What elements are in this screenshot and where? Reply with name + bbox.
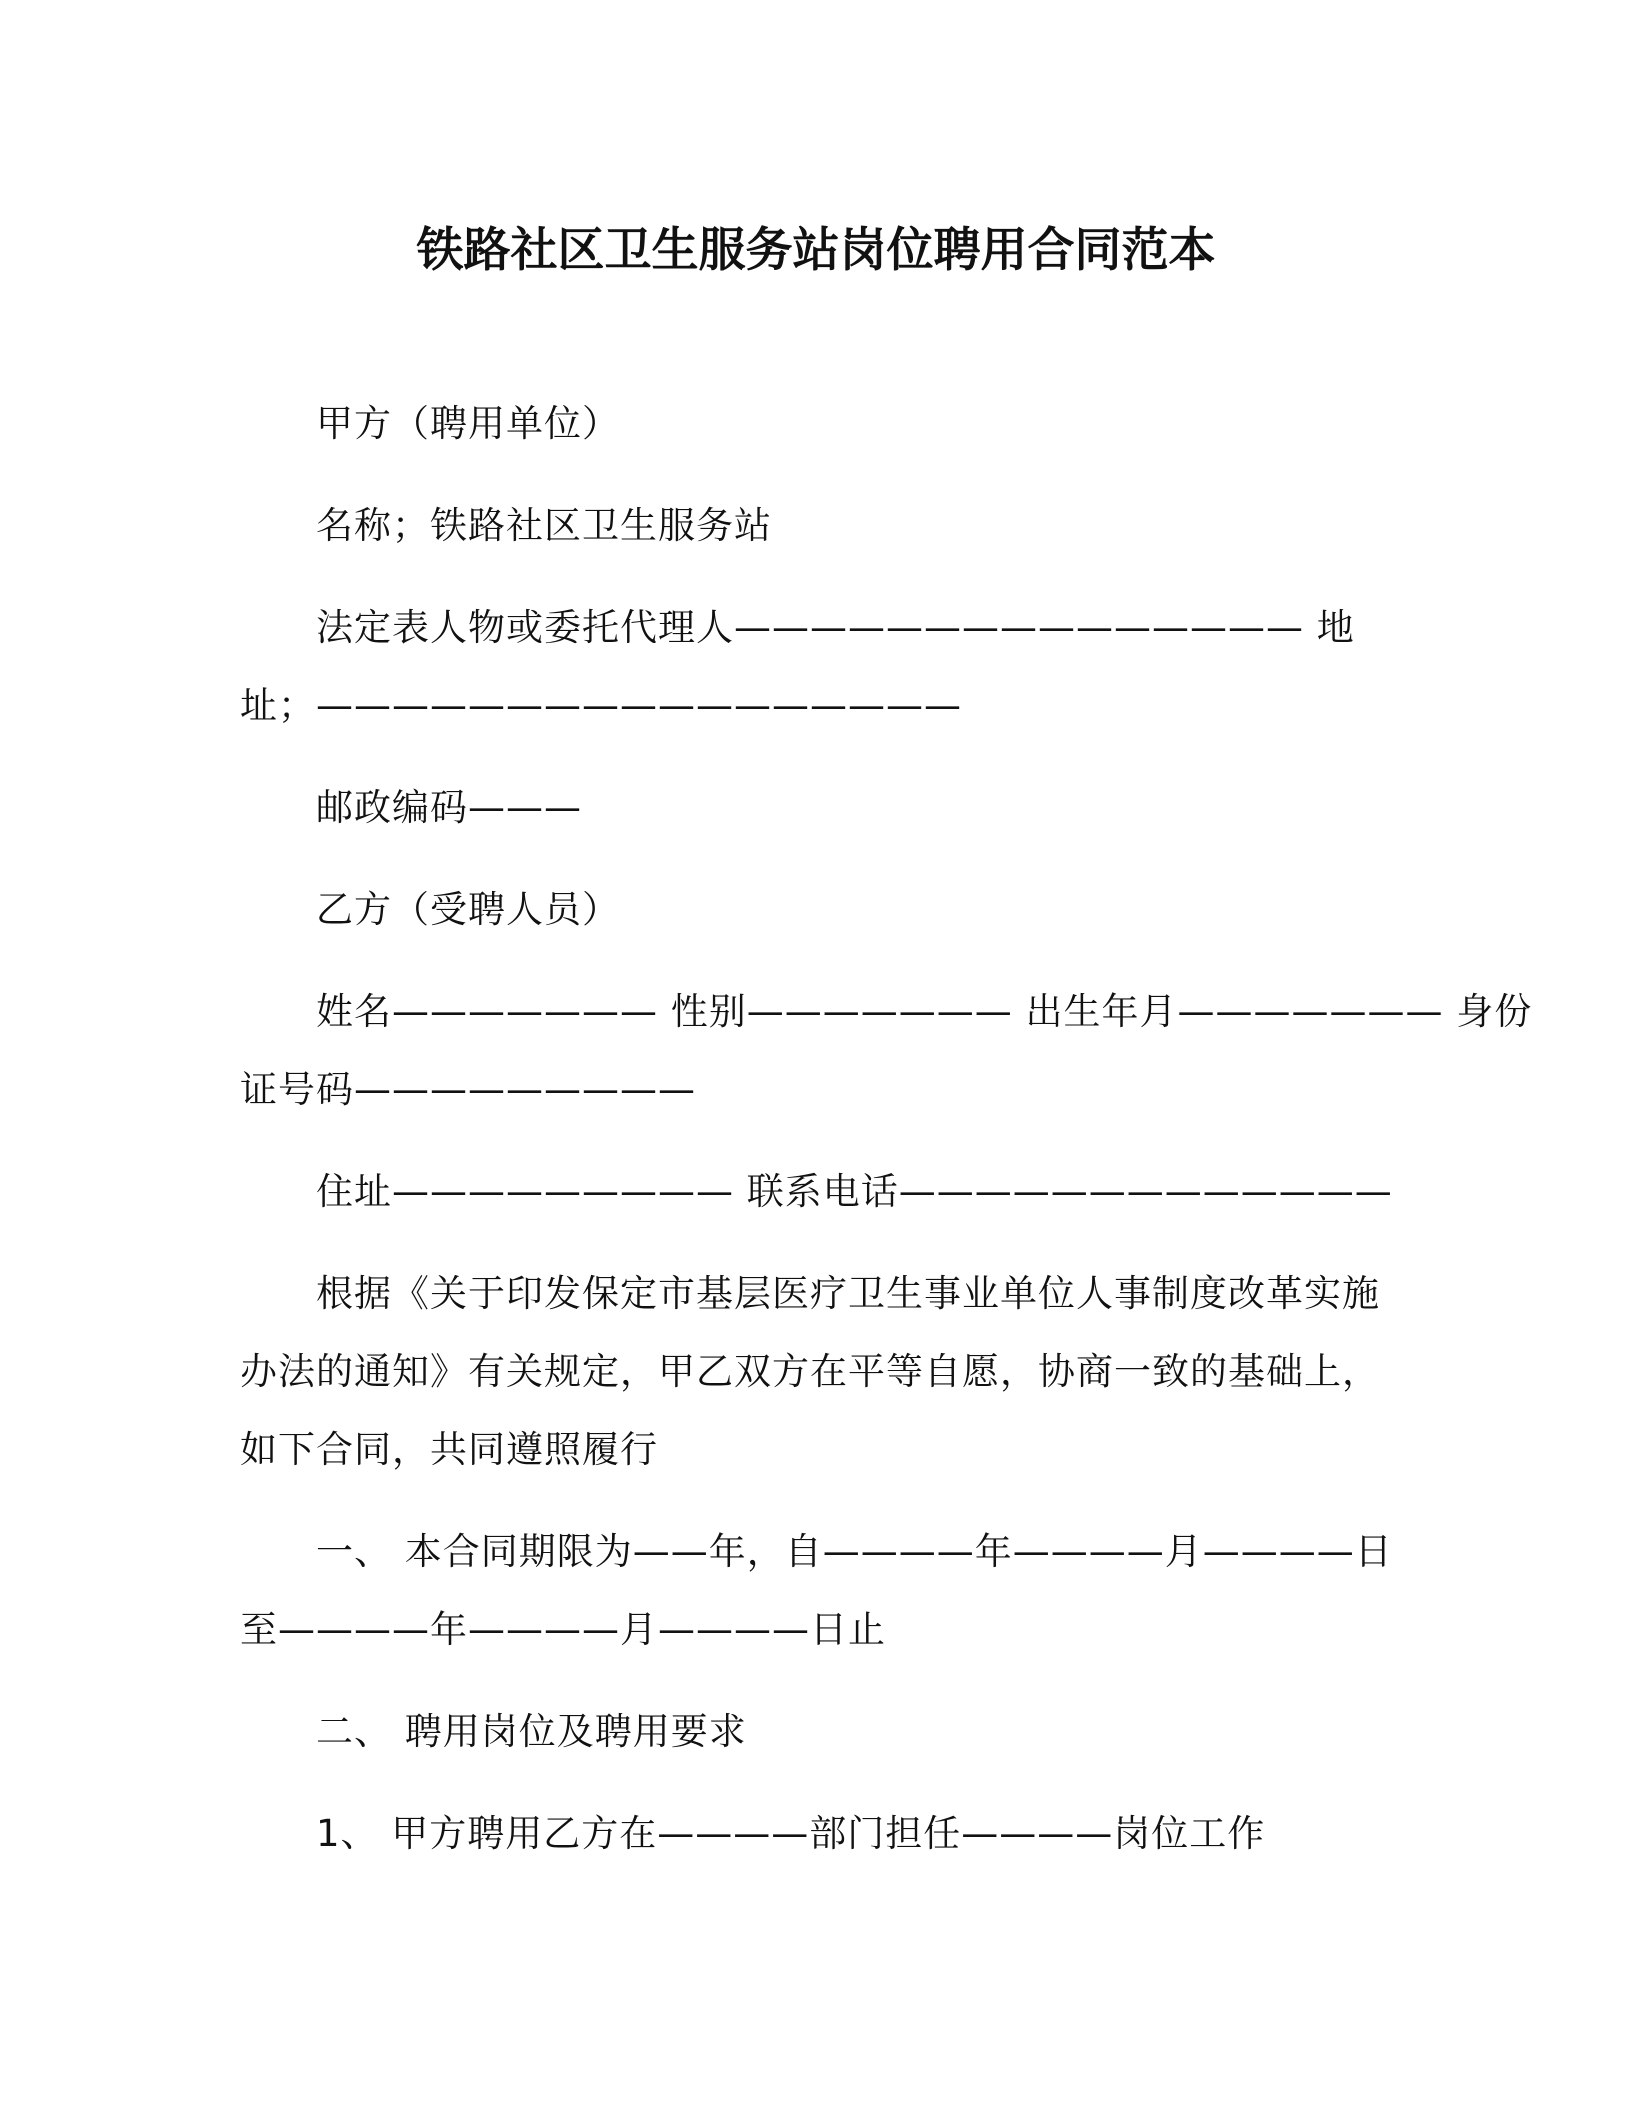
residence-phone-line: 住址————————— 联系电话————————————— [316, 1170, 1393, 1213]
contract-term-line-2: 至————年————月————日止 [240, 1608, 886, 1651]
party-a-name-line: 名称；铁路社区卫生服务站 [316, 504, 772, 547]
basis-paragraph-line-2: 办法的通知》有关规定，甲乙双方在平等自愿，协商一致的基础上， [240, 1350, 1380, 1393]
position-assignment-line: 1、 甲方聘用乙方在————部门担任————岗位工作 [316, 1812, 1266, 1855]
party-b-heading: 乙方（受聘人员） [316, 888, 620, 931]
document-title: 铁路社区卫生服务站岗位聘用合同范本 [416, 223, 1216, 278]
basis-paragraph-line-3: 如下合同，共同遵照履行 [240, 1428, 658, 1471]
id-number-line: 证号码————————— [240, 1068, 696, 1111]
party-b-personal-info-line: 姓名——————— 性别——————— 出生年月——————— 身份 [316, 990, 1533, 1033]
contract-term-line-1: 一、 本合同期限为——年，自————年————月————日 [316, 1530, 1393, 1573]
party-a-heading: 甲方（聘用单位） [316, 402, 620, 445]
section-two-heading: 二、 聘用岗位及聘用要求 [316, 1710, 747, 1753]
address-line: 址；————————————————— [240, 684, 962, 727]
legal-representative-line: 法定表人物或委托代理人——————————————— 地 [316, 606, 1355, 649]
basis-paragraph-line-1: 根据《关于印发保定市基层医疗卫生事业单位人事制度改革实施 [316, 1272, 1380, 1315]
postal-code-line: 邮政编码——— [316, 786, 582, 829]
